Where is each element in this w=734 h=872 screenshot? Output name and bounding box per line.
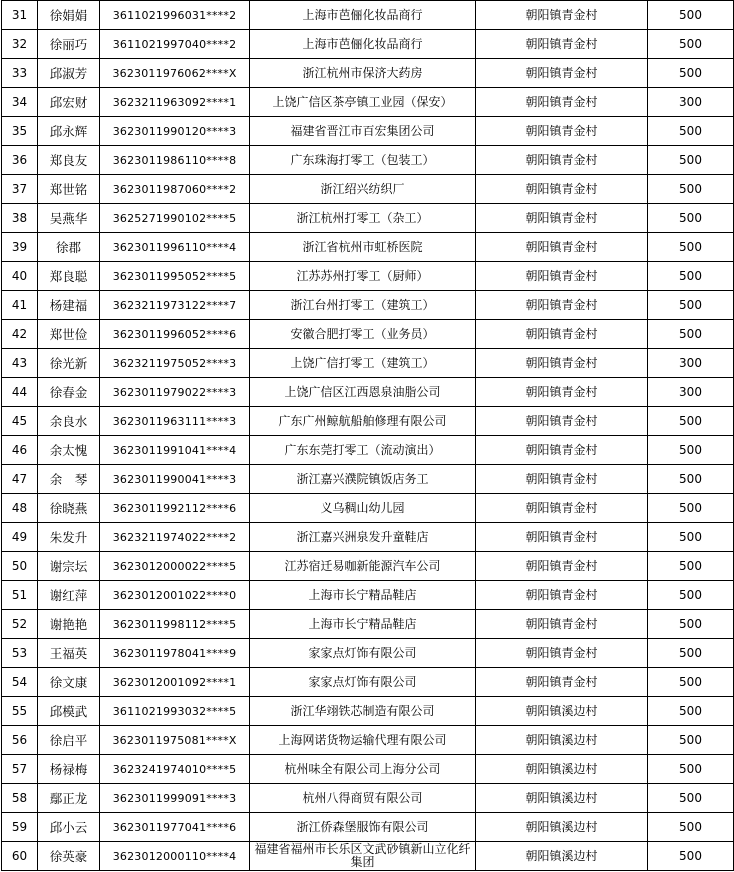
cell-id-number: 3623011990120****3 — [100, 117, 250, 146]
cell-number: 48 — [2, 494, 38, 523]
cell-name: 徐启平 — [38, 726, 100, 755]
cell-number: 46 — [2, 436, 38, 465]
cell-workplace: 上海市芭俪化妆品商行 — [250, 30, 476, 59]
cell-workplace: 家家点灯饰有限公司 — [250, 668, 476, 697]
cell-amount: 300 — [648, 378, 734, 407]
cell-name: 杨建福 — [38, 291, 100, 320]
cell-number: 32 — [2, 30, 38, 59]
cell-amount: 500 — [648, 117, 734, 146]
cell-id-number: 3623211974022****2 — [100, 523, 250, 552]
table-row — [2, 175, 734, 204]
cell-id-number: 3611021993032****5 — [100, 697, 250, 726]
cell-village: 朝阳镇青金村 — [476, 117, 648, 146]
cell-village: 朝阳镇青金村 — [476, 146, 648, 175]
cell-amount: 500 — [648, 465, 734, 494]
cell-name: 余太愧 — [38, 436, 100, 465]
cell-name: 徐英豪 — [38, 842, 100, 871]
cell-village: 朝阳镇青金村 — [476, 407, 648, 436]
cell-amount: 500 — [648, 523, 734, 552]
cell-amount: 500 — [648, 668, 734, 697]
table-row — [2, 233, 734, 262]
cell-name: 鄢正龙 — [38, 784, 100, 813]
table-row — [2, 755, 734, 784]
cell-id-number: 3623011999091****3 — [100, 784, 250, 813]
cell-number: 51 — [2, 581, 38, 610]
cell-village: 朝阳镇青金村 — [476, 262, 648, 291]
cell-number: 33 — [2, 59, 38, 88]
cell-village: 朝阳镇青金村 — [476, 233, 648, 262]
cell-name: 王福英 — [38, 639, 100, 668]
cell-amount: 500 — [648, 204, 734, 233]
cell-name: 谢艳艳 — [38, 610, 100, 639]
cell-id-number: 3623012000110****4 — [100, 842, 250, 871]
cell-amount: 500 — [648, 494, 734, 523]
table-row — [2, 494, 734, 523]
table-row — [2, 30, 734, 59]
cell-amount: 500 — [648, 436, 734, 465]
cell-name: 郑世铭 — [38, 175, 100, 204]
cell-name: 徐娟娟 — [38, 1, 100, 30]
cell-name: 邱永辉 — [38, 117, 100, 146]
cell-number: 45 — [2, 407, 38, 436]
cell-workplace: 浙江嘉兴濮院镇饭店务工 — [250, 465, 476, 494]
cell-number: 47 — [2, 465, 38, 494]
cell-name: 邱淑芳 — [38, 59, 100, 88]
cell-village: 朝阳镇青金村 — [476, 88, 648, 117]
cell-id-number: 3623011992112****6 — [100, 494, 250, 523]
cell-amount: 500 — [648, 291, 734, 320]
cell-id-number: 3623012000022****5 — [100, 552, 250, 581]
table-row — [2, 639, 734, 668]
cell-id-number: 3623011986110****8 — [100, 146, 250, 175]
cell-workplace: 江苏苏州打零工（厨师） — [250, 262, 476, 291]
cell-workplace: 浙江台州打零工（建筑工） — [250, 291, 476, 320]
cell-amount: 500 — [648, 320, 734, 349]
cell-workplace: 广东广州鲸航船舶修理有限公司 — [250, 407, 476, 436]
cell-workplace: 上饶广信区江西恩泉油脂公司 — [250, 378, 476, 407]
cell-village: 朝阳镇溪边村 — [476, 697, 648, 726]
cell-id-number: 3623011976062****X — [100, 59, 250, 88]
cell-name: 吴燕华 — [38, 204, 100, 233]
cell-number: 52 — [2, 610, 38, 639]
cell-workplace: 上海网诺货物运输代理有限公司 — [250, 726, 476, 755]
cell-id-number: 3623011991041****4 — [100, 436, 250, 465]
cell-id-number: 3611021997040****2 — [100, 30, 250, 59]
cell-amount: 500 — [648, 581, 734, 610]
table-row — [2, 1, 734, 30]
cell-name: 邱宏财 — [38, 88, 100, 117]
table-row — [2, 726, 734, 755]
cell-number: 58 — [2, 784, 38, 813]
cell-village: 朝阳镇溪边村 — [476, 755, 648, 784]
cell-amount: 500 — [648, 146, 734, 175]
cell-village: 朝阳镇青金村 — [476, 552, 648, 581]
cell-id-number: 3623011975081****X — [100, 726, 250, 755]
cell-amount: 500 — [648, 726, 734, 755]
cell-amount: 500 — [648, 262, 734, 291]
table-row — [2, 291, 734, 320]
cell-village: 朝阳镇青金村 — [476, 1, 648, 30]
cell-name: 朱发升 — [38, 523, 100, 552]
table-row — [2, 784, 734, 813]
table-row — [2, 378, 734, 407]
cell-name: 徐文康 — [38, 668, 100, 697]
cell-number: 39 — [2, 233, 38, 262]
table-row — [2, 349, 734, 378]
cell-id-number: 3623011995052****5 — [100, 262, 250, 291]
cell-name: 邱模武 — [38, 697, 100, 726]
cell-number: 55 — [2, 697, 38, 726]
cell-village: 朝阳镇青金村 — [476, 349, 648, 378]
cell-name: 徐郡 — [38, 233, 100, 262]
cell-name: 余良水 — [38, 407, 100, 436]
cell-village: 朝阳镇青金村 — [476, 610, 648, 639]
cell-workplace: 杭州八得商贸有限公司 — [250, 784, 476, 813]
table-row — [2, 610, 734, 639]
table-row — [2, 59, 734, 88]
cell-workplace: 浙江省杭州市虹桥医院 — [250, 233, 476, 262]
cell-name: 余 琴 — [38, 465, 100, 494]
table-row — [2, 204, 734, 233]
table-row — [2, 146, 734, 175]
table-row — [2, 436, 734, 465]
cell-name: 徐丽巧 — [38, 30, 100, 59]
cell-workplace: 上海市长宁精品鞋店 — [250, 610, 476, 639]
cell-amount: 500 — [648, 552, 734, 581]
cell-workplace: 浙江嘉兴洲泉发升童鞋店 — [250, 523, 476, 552]
cell-number: 40 — [2, 262, 38, 291]
cell-id-number: 3623011996110****4 — [100, 233, 250, 262]
cell-village: 朝阳镇青金村 — [476, 465, 648, 494]
cell-village: 朝阳镇青金村 — [476, 291, 648, 320]
cell-workplace: 家家点灯饰有限公司 — [250, 639, 476, 668]
cell-id-number: 3623011977041****6 — [100, 813, 250, 842]
cell-village: 朝阳镇溪边村 — [476, 813, 648, 842]
cell-name: 郑良聪 — [38, 262, 100, 291]
cell-name: 徐光新 — [38, 349, 100, 378]
cell-village: 朝阳镇青金村 — [476, 378, 648, 407]
cell-workplace: 浙江杭州打零工（杂工） — [250, 204, 476, 233]
cell-number: 35 — [2, 117, 38, 146]
cell-name: 谢红萍 — [38, 581, 100, 610]
cell-village: 朝阳镇青金村 — [476, 523, 648, 552]
table-row — [2, 117, 734, 146]
cell-workplace: 上饶广信区茶亭镇工业园（保安） — [250, 88, 476, 117]
cell-village: 朝阳镇青金村 — [476, 320, 648, 349]
roster-table — [1, 0, 734, 871]
cell-name: 杨禄梅 — [38, 755, 100, 784]
cell-id-number: 3623012001092****1 — [100, 668, 250, 697]
cell-workplace: 上饶广信打零工（建筑工） — [250, 349, 476, 378]
cell-workplace: 浙江侨森堡服饰有限公司 — [250, 813, 476, 842]
table-row — [2, 813, 734, 842]
cell-number: 44 — [2, 378, 38, 407]
cell-village: 朝阳镇青金村 — [476, 494, 648, 523]
cell-name: 郑良友 — [38, 146, 100, 175]
cell-number: 42 — [2, 320, 38, 349]
cell-village: 朝阳镇青金村 — [476, 668, 648, 697]
cell-workplace: 广东珠海打零工（包装工） — [250, 146, 476, 175]
cell-amount: 300 — [648, 349, 734, 378]
cell-amount: 500 — [648, 784, 734, 813]
cell-name: 邱小云 — [38, 813, 100, 842]
cell-id-number: 3623011990041****3 — [100, 465, 250, 494]
cell-id-number: 3623211973122****7 — [100, 291, 250, 320]
cell-workplace: 安徽合肥打零工（业务员） — [250, 320, 476, 349]
cell-workplace: 江苏宿迁易咖新能源汽车公司 — [250, 552, 476, 581]
table-row — [2, 668, 734, 697]
cell-number: 34 — [2, 88, 38, 117]
cell-number: 41 — [2, 291, 38, 320]
cell-amount: 500 — [648, 842, 734, 871]
cell-village: 朝阳镇溪边村 — [476, 842, 648, 871]
cell-amount: 300 — [648, 88, 734, 117]
cell-number: 37 — [2, 175, 38, 204]
cell-amount: 500 — [648, 639, 734, 668]
cell-amount: 500 — [648, 30, 734, 59]
cell-village: 朝阳镇溪边村 — [476, 784, 648, 813]
table-row — [2, 262, 734, 291]
cell-number: 57 — [2, 755, 38, 784]
table-row — [2, 842, 734, 871]
cell-workplace: 上海市长宁精品鞋店 — [250, 581, 476, 610]
cell-number: 50 — [2, 552, 38, 581]
cell-id-number: 3611021996031****2 — [100, 1, 250, 30]
cell-name: 徐晓燕 — [38, 494, 100, 523]
table-row — [2, 523, 734, 552]
cell-name: 徐春金 — [38, 378, 100, 407]
table-row — [2, 697, 734, 726]
cell-village: 朝阳镇青金村 — [476, 175, 648, 204]
cell-amount: 500 — [648, 755, 734, 784]
cell-village: 朝阳镇青金村 — [476, 59, 648, 88]
cell-workplace: 广东东莞打零工（流动演出） — [250, 436, 476, 465]
cell-number: 56 — [2, 726, 38, 755]
cell-id-number: 3623011998112****5 — [100, 610, 250, 639]
cell-amount: 500 — [648, 407, 734, 436]
table-row — [2, 320, 734, 349]
cell-amount: 500 — [648, 697, 734, 726]
cell-workplace: 浙江杭州市保济大药房 — [250, 59, 476, 88]
cell-workplace: 杭州味全有限公司上海分公司 — [250, 755, 476, 784]
table-row — [2, 407, 734, 436]
cell-number: 38 — [2, 204, 38, 233]
cell-id-number: 3623011963111****3 — [100, 407, 250, 436]
cell-workplace: 义乌稠山幼儿园 — [250, 494, 476, 523]
cell-workplace: 福建省晋江市百宏集团公司 — [250, 117, 476, 146]
cell-id-number: 3625271990102****5 — [100, 204, 250, 233]
cell-id-number: 3623211963092****1 — [100, 88, 250, 117]
cell-number: 43 — [2, 349, 38, 378]
cell-name: 郑世俭 — [38, 320, 100, 349]
cell-number: 31 — [2, 1, 38, 30]
cell-name: 谢宗坛 — [38, 552, 100, 581]
cell-workplace: 浙江华翊铁芯制造有限公司 — [250, 697, 476, 726]
cell-village: 朝阳镇青金村 — [476, 204, 648, 233]
cell-id-number: 3623012001022****0 — [100, 581, 250, 610]
cell-number: 54 — [2, 668, 38, 697]
cell-id-number: 3623011987060****2 — [100, 175, 250, 204]
cell-village: 朝阳镇青金村 — [476, 436, 648, 465]
cell-amount: 500 — [648, 1, 734, 30]
table-row — [2, 88, 734, 117]
table-row — [2, 552, 734, 581]
table-row — [2, 465, 734, 494]
cell-number: 53 — [2, 639, 38, 668]
cell-amount: 500 — [648, 610, 734, 639]
table-row — [2, 581, 734, 610]
cell-number: 49 — [2, 523, 38, 552]
cell-amount: 500 — [648, 175, 734, 204]
cell-village: 朝阳镇青金村 — [476, 639, 648, 668]
cell-id-number: 3623011978041****9 — [100, 639, 250, 668]
cell-id-number: 3623241974010****5 — [100, 755, 250, 784]
cell-amount: 500 — [648, 59, 734, 88]
cell-village: 朝阳镇溪边村 — [476, 726, 648, 755]
cell-number: 59 — [2, 813, 38, 842]
cell-village: 朝阳镇青金村 — [476, 581, 648, 610]
cell-workplace: 上海市芭俪化妆品商行 — [250, 1, 476, 30]
cell-workplace: 浙江绍兴纺织厂 — [250, 175, 476, 204]
cell-amount: 500 — [648, 813, 734, 842]
roster-rows — [2, 1, 734, 871]
cell-number: 36 — [2, 146, 38, 175]
cell-amount: 500 — [648, 233, 734, 262]
cell-village: 朝阳镇青金村 — [476, 30, 648, 59]
cell-id-number: 3623211975052****3 — [100, 349, 250, 378]
cell-workplace: 福建省福州市长乐区文武砂镇新山立化纤集团 — [250, 842, 476, 871]
cell-id-number: 3623011979022****3 — [100, 378, 250, 407]
cell-id-number: 3623011996052****6 — [100, 320, 250, 349]
cell-number: 60 — [2, 842, 38, 871]
